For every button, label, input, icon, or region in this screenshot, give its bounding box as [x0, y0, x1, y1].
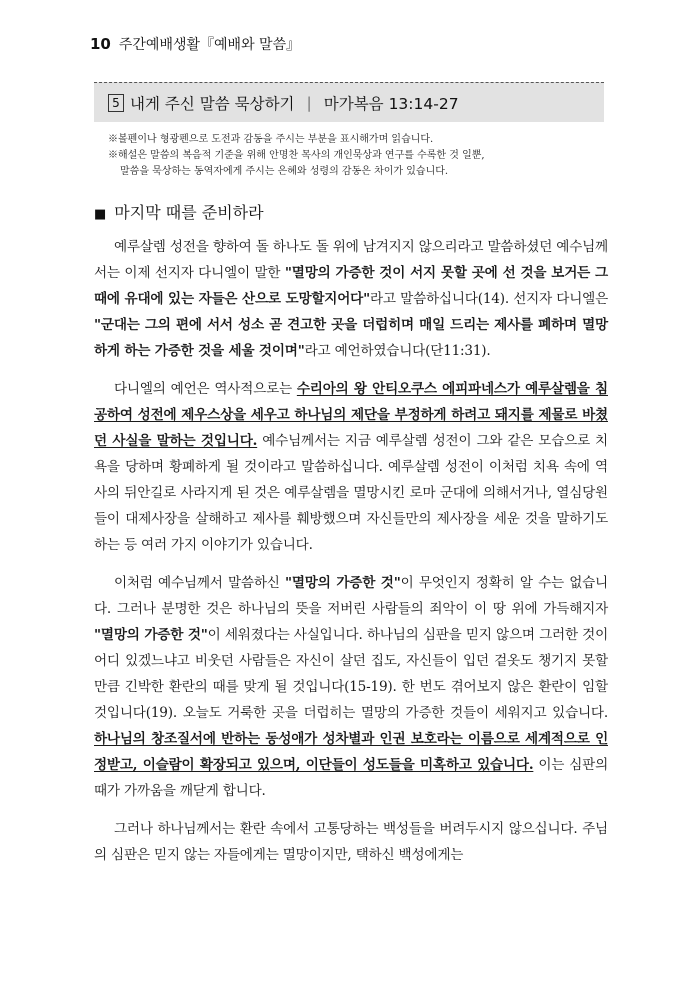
paragraph-1	[94, 234, 608, 364]
p2-underlined-history: 수리아의 왕 안티오쿠스 에피파네스가 예루살렘을 침공하여 성전에 제우스상을 세우고 하나님의 제단을 부정하게 하려고 돼지를 제물로 바쳤던 사실을 말하는 것입니다.	[94, 381, 608, 449]
p1-quote-prophecy: "군대는 그의 편에 서서 성소 곧 견고한 곳을 더럽히며 매일 드리는 제사를 폐하며 멸망하게 하는 가증한 것을 세울 것이며"	[94, 317, 608, 359]
p3-text-2: 이 무엇인지 정확히 알 수는 없습니다. 그러나 분명한 것은 하나님의 뜻을 저버린 사람들의 죄악이 이 땅 위에 가득해지자	[94, 575, 608, 617]
p1-text-3: 라고 예언하였습니다(단11:31).	[304, 343, 491, 359]
p2-text-1: 다니엘의 예언은 역사적으로는	[114, 381, 297, 397]
publication-title: 주간예배생활『예배와 말씀』	[118, 37, 301, 53]
note-3: 말씀을 묵상하는 동역자에게 주시는 은혜와 성령의 감동은 차이가 있습니다.	[120, 166, 449, 177]
section-title: 내게 주신 말씀 묵상하기	[130, 94, 295, 113]
page-number: 10	[90, 35, 111, 53]
p3-text-4: 이는 심판의 때가 가까움을 깨닫게 합니다.	[94, 757, 608, 799]
square-bullet-icon: ■	[94, 207, 107, 222]
heading-text: 마지막 때를 준비하라	[114, 203, 264, 222]
paragraph-3	[94, 570, 608, 804]
p3-text-3: 이 세워졌다는 사실입니다. 하나님의 심판을 믿지 않으며 그러한 것이 어디 있겠느냐고 비웃던 사람들은 자신이 살던 집도, 자신들이 입던 겉옷도 챙기지 못할 만큼 긴박한 환란의 때를 맞게 될 것입니다(15-19). 한 번도 겪어보지 않은 환란이 임할 것입니다(19). 오늘도 거룩한 곳을 더럽히는 멸망의 가증한 것들이 세워지고 있습니다.	[94, 627, 609, 721]
section-number: 5	[108, 94, 124, 112]
paragraph-4	[94, 816, 608, 868]
note-1: ※볼펜이나 형광펜으로 도전과 감동을 주시는 부분을 표시해가며 읽습니다.	[108, 134, 434, 145]
reading-notes	[108, 132, 608, 180]
p3-quote-2: "멸망의 가증한 것"	[94, 627, 208, 643]
p3-quote-1: "멸망의 가증한 것"	[284, 575, 401, 591]
p1-text-2: 라고 말씀하십니다(14). 선지자 다니엘은	[370, 291, 609, 307]
p2-text-2: 예수님께서는 지금 예루살렘 성전이 그와 같은 모습으로 치욕을 당하며 황폐하게 될 것이라고 말씀하십니다. 예루살렘 성전이 이처럼 치욕 속에 역사의 뒤안길로 사라지게 된 것은 예루살렘을 멸망시킨 로마 군대에 의해서거나, 열심당원들이 대제사장을 살해하고 제사를 훼방했으며 자신들만의 제사장을 세운 것을 말하기도 하는 등 여러 가지 이야기가 있습니다.	[94, 433, 608, 553]
p1-text-1: 예루살렘 성전을 향하여 돌 하나도 돌 위에 남겨지지 않으리라고 말씀하셨던 예수님께서는 이제 선지자 다니엘이 말한	[94, 239, 608, 281]
page-header	[90, 34, 300, 54]
p3-text-1: 이처럼 예수님께서 말씀하신	[114, 575, 285, 591]
section-title-box	[94, 82, 604, 122]
meditation-body	[94, 234, 608, 880]
meditation-heading	[94, 200, 264, 223]
paragraph-2	[94, 376, 608, 558]
p3-underlined-warning: 하나님의 창조질서에 반하는 동성애가 성차별과 인권 보호라는 이름으로 세계적으로 인정받고, 이슬람이 확장되고 있으며, 이단들이 성도들을 미혹하고 있습니다.	[94, 731, 608, 773]
note-2: ※해설은 말씀의 복음적 기준을 위해 안명찬 목사의 개인묵상과 연구를 수록한 것 일뿐,	[108, 150, 485, 161]
section-separator: |	[306, 93, 312, 112]
p4-text-1: 그러나 하나님께서는 환란 속에서 고통당하는 백성들을 버려두시지 않으십니다. 주님의 심판은 믿지 않는 자들에게는 멸망이지만, 택하신 백성에게는	[94, 821, 608, 863]
scripture-reference: 마가복음 13:14-27	[323, 94, 459, 113]
p1-quote-daniel: "멸망의 가증한 것이 서지 못할 곳에 선 것을 보거든 그 때에 유대에 있는 자들은 산으로 도망할지어다"	[94, 265, 608, 307]
